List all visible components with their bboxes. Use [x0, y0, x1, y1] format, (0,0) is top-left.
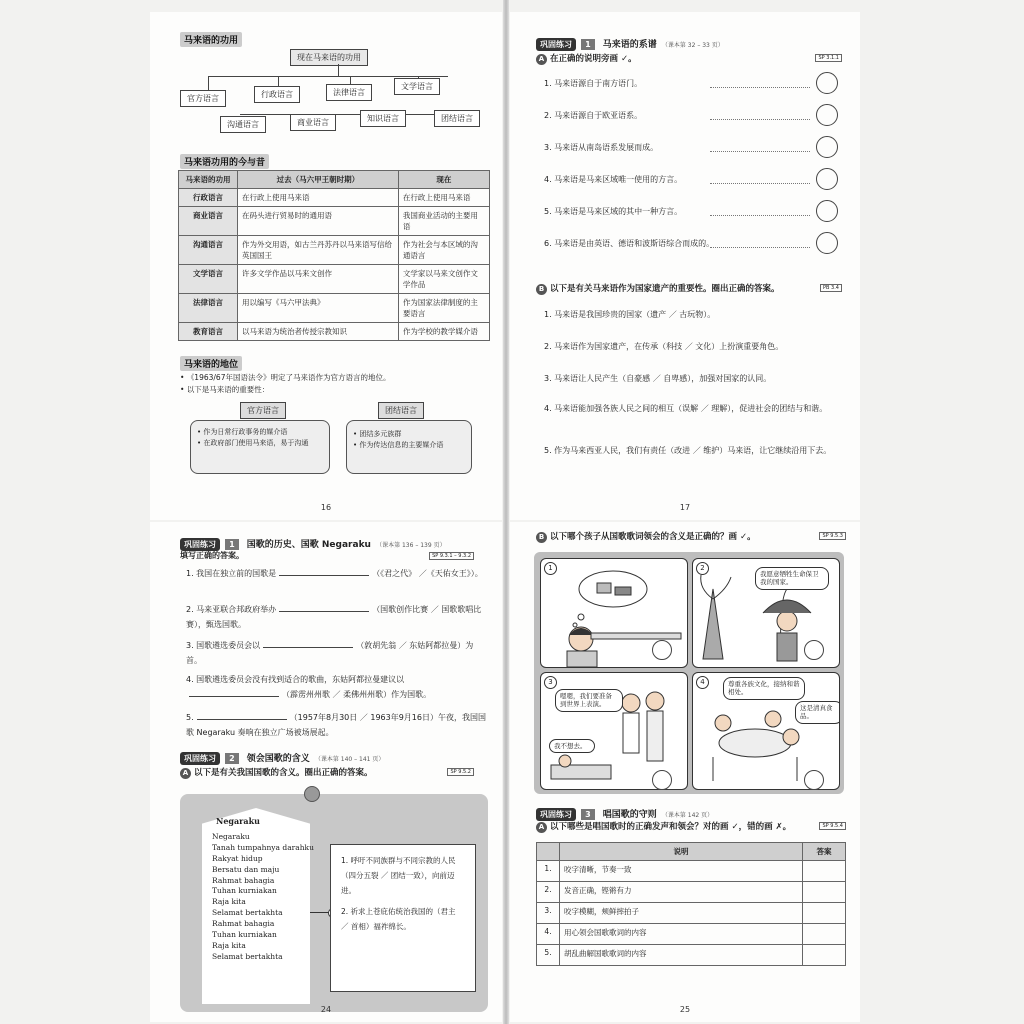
past-cell: 在行政上使用马来语: [238, 189, 399, 207]
exercise-3-number: 3: [581, 809, 595, 820]
lyric-line: Raja kita: [212, 897, 246, 907]
table-row: [537, 924, 846, 945]
th-past: 过去（马六甲王朝时期）: [238, 171, 399, 189]
panel-4-speech-a: 尊重各族文化，接纳和谐相处。: [723, 677, 805, 700]
item-prompt: 4. 国歌遴选委员会没有找到适合的歌曲，东姑阿都拉曼建议以: [186, 675, 405, 684]
dotted-leader: [710, 119, 810, 120]
statement-item: 5. 马来语是马来区域的其中一种方言。: [544, 207, 683, 216]
exercise-title: 马来语的系谱: [602, 40, 657, 50]
lyric-line: Rakyat hidup: [212, 853, 263, 863]
function-cell: 文学语言: [179, 265, 238, 294]
tree-root: 现在马来语的功用: [290, 49, 368, 66]
section-a-heading: [536, 820, 796, 833]
statement-item: 1. 马来语源自于南方语门。: [544, 79, 643, 88]
item-options: （《君之代》 ／《天佑女王》）。: [372, 569, 483, 578]
section-a-title: 以下哪些是唱国歌时的正确发声和领会？对的画 ✓，错的画 ✗。: [550, 822, 792, 832]
lyric-line: Bersatu dan maju: [212, 864, 280, 874]
circle-answer-item[interactable]: 5. 作为马来西亚人民，我们有责任（改进 ／ 维护）马来语，让它继续沿用下去。: [544, 446, 832, 455]
statement-item: 6. 马来语是由英语、德语和波斯语综合而成的。: [544, 239, 715, 248]
past-cell: 在码头进行贸易时的通用语: [238, 207, 399, 236]
past-cell: 许多文学作品以马来文创作: [238, 265, 399, 294]
tree-node-commerce: 商业语言: [290, 114, 336, 131]
tick-circle[interactable]: [816, 232, 838, 254]
section-a-heading: [536, 52, 637, 65]
panel-number: 1: [544, 562, 557, 575]
th-description: 说明: [560, 843, 803, 861]
tree-node-law: 法律语言: [326, 84, 372, 101]
page-number-16: 16: [320, 503, 332, 512]
answer-card: [330, 844, 476, 992]
answer-cell[interactable]: [803, 945, 846, 966]
table-row: [179, 265, 490, 294]
panel-number: 2: [696, 562, 709, 575]
page-number-25: 25: [679, 1005, 691, 1014]
item-prompt: 2. 马来亚联合邦政府举办: [186, 605, 277, 614]
circle-answer-item[interactable]: 1. 马来语是我国珍贵的国家（遗产 ／ 古玩物）。: [544, 310, 716, 319]
row-number: 1.: [537, 861, 560, 882]
section-a-badge: A: [180, 768, 191, 779]
row-number: 3.: [537, 903, 560, 924]
section-b-badge: B: [536, 532, 547, 543]
table-row: [537, 903, 846, 924]
section-b-pb-badge: PB 3.4: [820, 284, 842, 292]
section-a-title: 以下是有关我国国歌的含义。圈出正确的答案。: [194, 768, 373, 778]
fill-blank-item: [186, 566, 486, 581]
tree-node-unity: 团结语言: [434, 110, 480, 127]
present-cell: 我国商业活动的主要用语: [398, 207, 489, 236]
th-present: 现在: [398, 171, 489, 189]
heading-functions: 马来语的功用: [180, 32, 242, 47]
table-row: [179, 236, 490, 265]
section-a-title: 在正确的说明旁画 ✓。: [550, 54, 637, 64]
exercise-2-ref: （课本第 140 – 141 页）: [314, 756, 385, 763]
section-a-sp-badge: SP 9.5.4: [819, 822, 846, 830]
heading-past-present: 马来语功用的今与昔: [180, 154, 269, 169]
exercise-header: [180, 532, 446, 551]
table-row: [537, 882, 846, 903]
circle-answer-item[interactable]: 4. 马来语能加强各族人民之间的相互（误解 ／ 理解），促进社会的团结与和谐。: [544, 404, 828, 413]
answer-circle-3[interactable]: [652, 770, 672, 790]
page-number-17: 17: [679, 503, 691, 512]
tick-circle[interactable]: [816, 136, 838, 158]
tick-circle[interactable]: [816, 104, 838, 126]
rules-table: [536, 842, 846, 966]
unity-lang-title: 团结语言: [378, 402, 424, 419]
official-lang-box: [190, 420, 330, 474]
anthem-answer-1: 1. 呼吁不同族群与不同宗教的人民（四分五裂 ／ 团结一致），向前迈进。: [341, 856, 456, 895]
exercise-ref: （课本第 32 – 33 页）: [661, 42, 724, 49]
dotted-leader: [710, 247, 810, 248]
function-cell: 法律语言: [179, 294, 238, 323]
table-row: [537, 861, 846, 882]
present-cell: 作为学校的教学媒介语: [398, 323, 489, 341]
status-bullet-2-text: 以下是马来语的重要性：: [186, 385, 270, 394]
present-cell: 文学家以马来文创作文学作品: [398, 265, 489, 294]
table-row: [179, 207, 490, 236]
lyric-line: Negaraku: [212, 832, 250, 841]
page-24: [150, 522, 502, 1022]
lyrics-body: [212, 832, 314, 963]
present-cell: 作为社会与本区域的沟通语言: [398, 236, 489, 265]
pin-icon: [304, 786, 320, 802]
table-row: [179, 189, 490, 207]
unity-item-2: • 作为传达信息的主要媒介语: [353, 441, 444, 450]
lyric-line: Tanah tumpahnya darahku: [212, 842, 314, 852]
present-cell: 在行政上使用马来语: [398, 189, 489, 207]
past-cell: 用以编写《马六甲法典》: [238, 294, 399, 323]
panel-3-speech-b: 我不想去。: [549, 739, 595, 753]
status-bullet-1-text: 《1963/67年国语法令》明定了马来语作为官方语言的地位。: [186, 373, 391, 382]
official-lang-title: 官方语言: [240, 402, 286, 419]
page-number-24: 24: [320, 1005, 332, 1014]
lyric-line: Selamat bertakhta: [212, 908, 283, 918]
tree-node-knowledge: 知识语言: [360, 110, 406, 127]
past-cell: 作为外交用语，如古兰丹苏丹以马来语写信给英国国王: [238, 236, 399, 265]
exercise-number: 1: [581, 39, 595, 50]
statement-item: 2. 马来语源自于欧亚语系。: [544, 111, 643, 120]
item-prompt: 3. 国歌遴选委员会以: [186, 641, 261, 650]
tree-node-literature: 文学语言: [394, 78, 440, 95]
answer-cell[interactable]: [803, 903, 846, 924]
fill-instruction: 填写正确的答案。: [180, 551, 244, 560]
rule-description: 发音正确，铿锵有力: [560, 882, 803, 903]
lyric-line: Rahmat bahagia: [212, 875, 275, 885]
unity-lang-box: [346, 420, 472, 474]
panel-number: 4: [696, 676, 709, 689]
row-number: 5.: [537, 945, 560, 966]
row-number: 4.: [537, 924, 560, 945]
panel-4-speech-b: 这是清真食品。: [795, 701, 840, 724]
circle-answer-item[interactable]: 2. 马来语作为国家遗产，在传承（科技 ／ 文化）上扮演重要角色。: [544, 342, 784, 351]
exercise-3-tag: 巩固练习: [536, 808, 576, 821]
th-answer: 答案: [803, 843, 846, 861]
fill-sp-badge: SP 9.3.1 – 9.3.2: [429, 552, 474, 560]
page-17: [510, 12, 860, 520]
answer-cell[interactable]: [803, 924, 846, 945]
section-a-sp-badge: SP 9.5.2: [447, 768, 474, 776]
section-b-title: 以下哪个孩子从国歌歌词领会的含义是正确的？画 ✓。: [550, 532, 756, 542]
tree-node-communication: 沟通语言: [220, 116, 266, 133]
tick-circle[interactable]: [816, 200, 838, 222]
tree-node-official: 官方语言: [180, 90, 226, 107]
row-number: 2.: [537, 882, 560, 903]
status-bullet-1: • 《1963/67年国语法令》明定了马来语作为官方语言的地位。: [180, 373, 391, 382]
item-options: （霹雳州州歌 ／ 柔佛州州歌）作为国歌。: [282, 690, 432, 700]
lyric-line: Selamat bertakhta: [212, 951, 283, 961]
item-prompt: 1. 我国在独立前的国歌是: [186, 569, 277, 578]
exercise-2-number: 2: [225, 753, 239, 764]
section-b-heading: [536, 530, 756, 543]
official-item-1: • 作为日常行政事务的媒介语: [197, 428, 288, 436]
function-cell: 行政语言: [179, 189, 238, 207]
exercise-2-title: 领会国歌的含义: [246, 754, 310, 764]
dotted-leader: [710, 151, 810, 152]
exercise-tag: 巩固练习: [180, 538, 220, 551]
heading-status: 马来语的地位: [180, 356, 242, 371]
exercise-header: [536, 32, 724, 51]
section-a-badge: A: [536, 822, 547, 833]
section-b-title: 以下是有关马来语作为国家遗产的重要性。圈出正确的答案。: [550, 284, 780, 294]
dotted-leader: [710, 87, 810, 88]
panel-3-speech-a: 嗯嗯，我们要准备到世界上表演。: [555, 689, 623, 712]
page-16: [150, 12, 502, 520]
lyrics-title: Negaraku: [216, 816, 260, 826]
functions-table: [178, 170, 490, 341]
book-spine: [503, 0, 509, 1024]
official-item-2: • 在政府部门使用马来语，易于沟通: [197, 438, 309, 447]
th-function: 马来语的功用: [179, 171, 238, 189]
rule-description: 胡乱曲解国歌歌词的内容: [560, 945, 803, 966]
anthem-answer-2: 2. 祈求上苍庇佑统治我国的（君主 ／ 首相）福祚绵长。: [341, 907, 456, 931]
exercise-tag: 巩固练习: [536, 38, 576, 51]
section-b-heading: [536, 282, 780, 295]
past-cell: 以马来语为统治者传授宗教知识: [238, 323, 399, 341]
table-row: [179, 323, 490, 341]
rule-description: 咬字清晰，节奏一致: [560, 861, 803, 882]
fill-blank-item: [186, 710, 486, 740]
exercise-title: 国歌的历史、国歌 Negaraku: [246, 540, 371, 550]
table-row: [537, 945, 846, 966]
exercise-3-ref: （课本第 142 页）: [661, 812, 714, 819]
circle-answer-item[interactable]: 3. 马来语让人民产生（自豪感 ／ 自卑感），加强对国家的认同。: [544, 374, 772, 383]
fill-blank-item: [186, 672, 486, 702]
section-b-badge: B: [536, 284, 547, 295]
present-cell: 作为国家法律制度的主要语言: [398, 294, 489, 323]
answer-blank[interactable]: [189, 688, 279, 697]
panel-number: 3: [544, 676, 557, 689]
tree-node-admin: 行政语言: [254, 86, 300, 103]
exercise-3-header: [536, 802, 713, 821]
statement-item: 3. 马来语从南岛语系发展而成。: [544, 143, 659, 152]
item-options: （1957年8月30日 ／ 1963年9月16日）午夜，我国国歌 Negaraku 奏响在独立广场被场展起。: [186, 713, 486, 738]
function-cell: 商业语言: [179, 207, 238, 236]
exercise-ref: （课本第 136 – 139 页）: [376, 542, 446, 549]
function-cell: 教育语言: [179, 323, 238, 341]
section-a-sp-badge: SP 3.1.1: [815, 54, 842, 62]
table-row: [179, 294, 490, 323]
answer-circle-4[interactable]: [804, 770, 824, 790]
item-options: （敦胡先翁 ／ 东姑阿都拉曼）为首。: [186, 641, 474, 666]
item-prompt: 5.: [186, 713, 194, 722]
connector-line: [310, 912, 330, 913]
section-a-heading: [180, 766, 373, 779]
function-cell: 沟通语言: [179, 236, 238, 265]
lyric-line: Tuhan kurniakan: [212, 929, 277, 939]
dotted-leader: [710, 215, 810, 216]
statement-item: 4. 马来语是马来区域唯一使用的方言。: [544, 175, 683, 184]
dotted-leader: [710, 183, 810, 184]
lyric-line: Raja kita: [212, 940, 246, 950]
rule-description: 咬字模糊，颊鲜摔拍子: [560, 903, 803, 924]
unity-item-1: • 团结多元族群: [353, 430, 402, 438]
answer-circle-1[interactable]: [652, 640, 672, 660]
rule-description: 用心领会国歌歌词的内容: [560, 924, 803, 945]
exercise-2-header: [180, 746, 384, 765]
answer-circle-2[interactable]: [804, 640, 824, 660]
tick-circle[interactable]: [816, 168, 838, 190]
page-25: [510, 522, 860, 1022]
section-b-sp-badge: SP 9.5.3: [819, 532, 846, 540]
fill-blank-item: [186, 638, 486, 668]
answer-blank[interactable]: [279, 603, 369, 612]
section-a-badge: A: [536, 54, 547, 65]
answer-blank[interactable]: [197, 711, 287, 720]
item-options: （国歌创作比赛 ／ 国歌歌唱比赛），甄选国歌。: [186, 605, 482, 630]
answer-cell[interactable]: [803, 882, 846, 903]
lyric-line: Rahmat bahagia: [212, 919, 275, 928]
exercise-number: 1: [225, 539, 239, 550]
panel-2-speech: 我愿意牺牲生命保卫我的国家。: [755, 567, 829, 590]
exercise-2-tag: 巩固练习: [180, 752, 220, 765]
exercise-3-title: 唱国歌的守则: [602, 810, 657, 820]
fill-blank-item: [186, 602, 486, 632]
answer-cell[interactable]: [803, 861, 846, 882]
answer-blank[interactable]: [263, 639, 353, 648]
status-bullet-2: • 以下是马来语的重要性：: [180, 385, 270, 394]
lyric-line: Tuhan kurniakan: [212, 886, 277, 896]
answer-blank[interactable]: [279, 567, 369, 576]
tick-circle[interactable]: [816, 72, 838, 94]
